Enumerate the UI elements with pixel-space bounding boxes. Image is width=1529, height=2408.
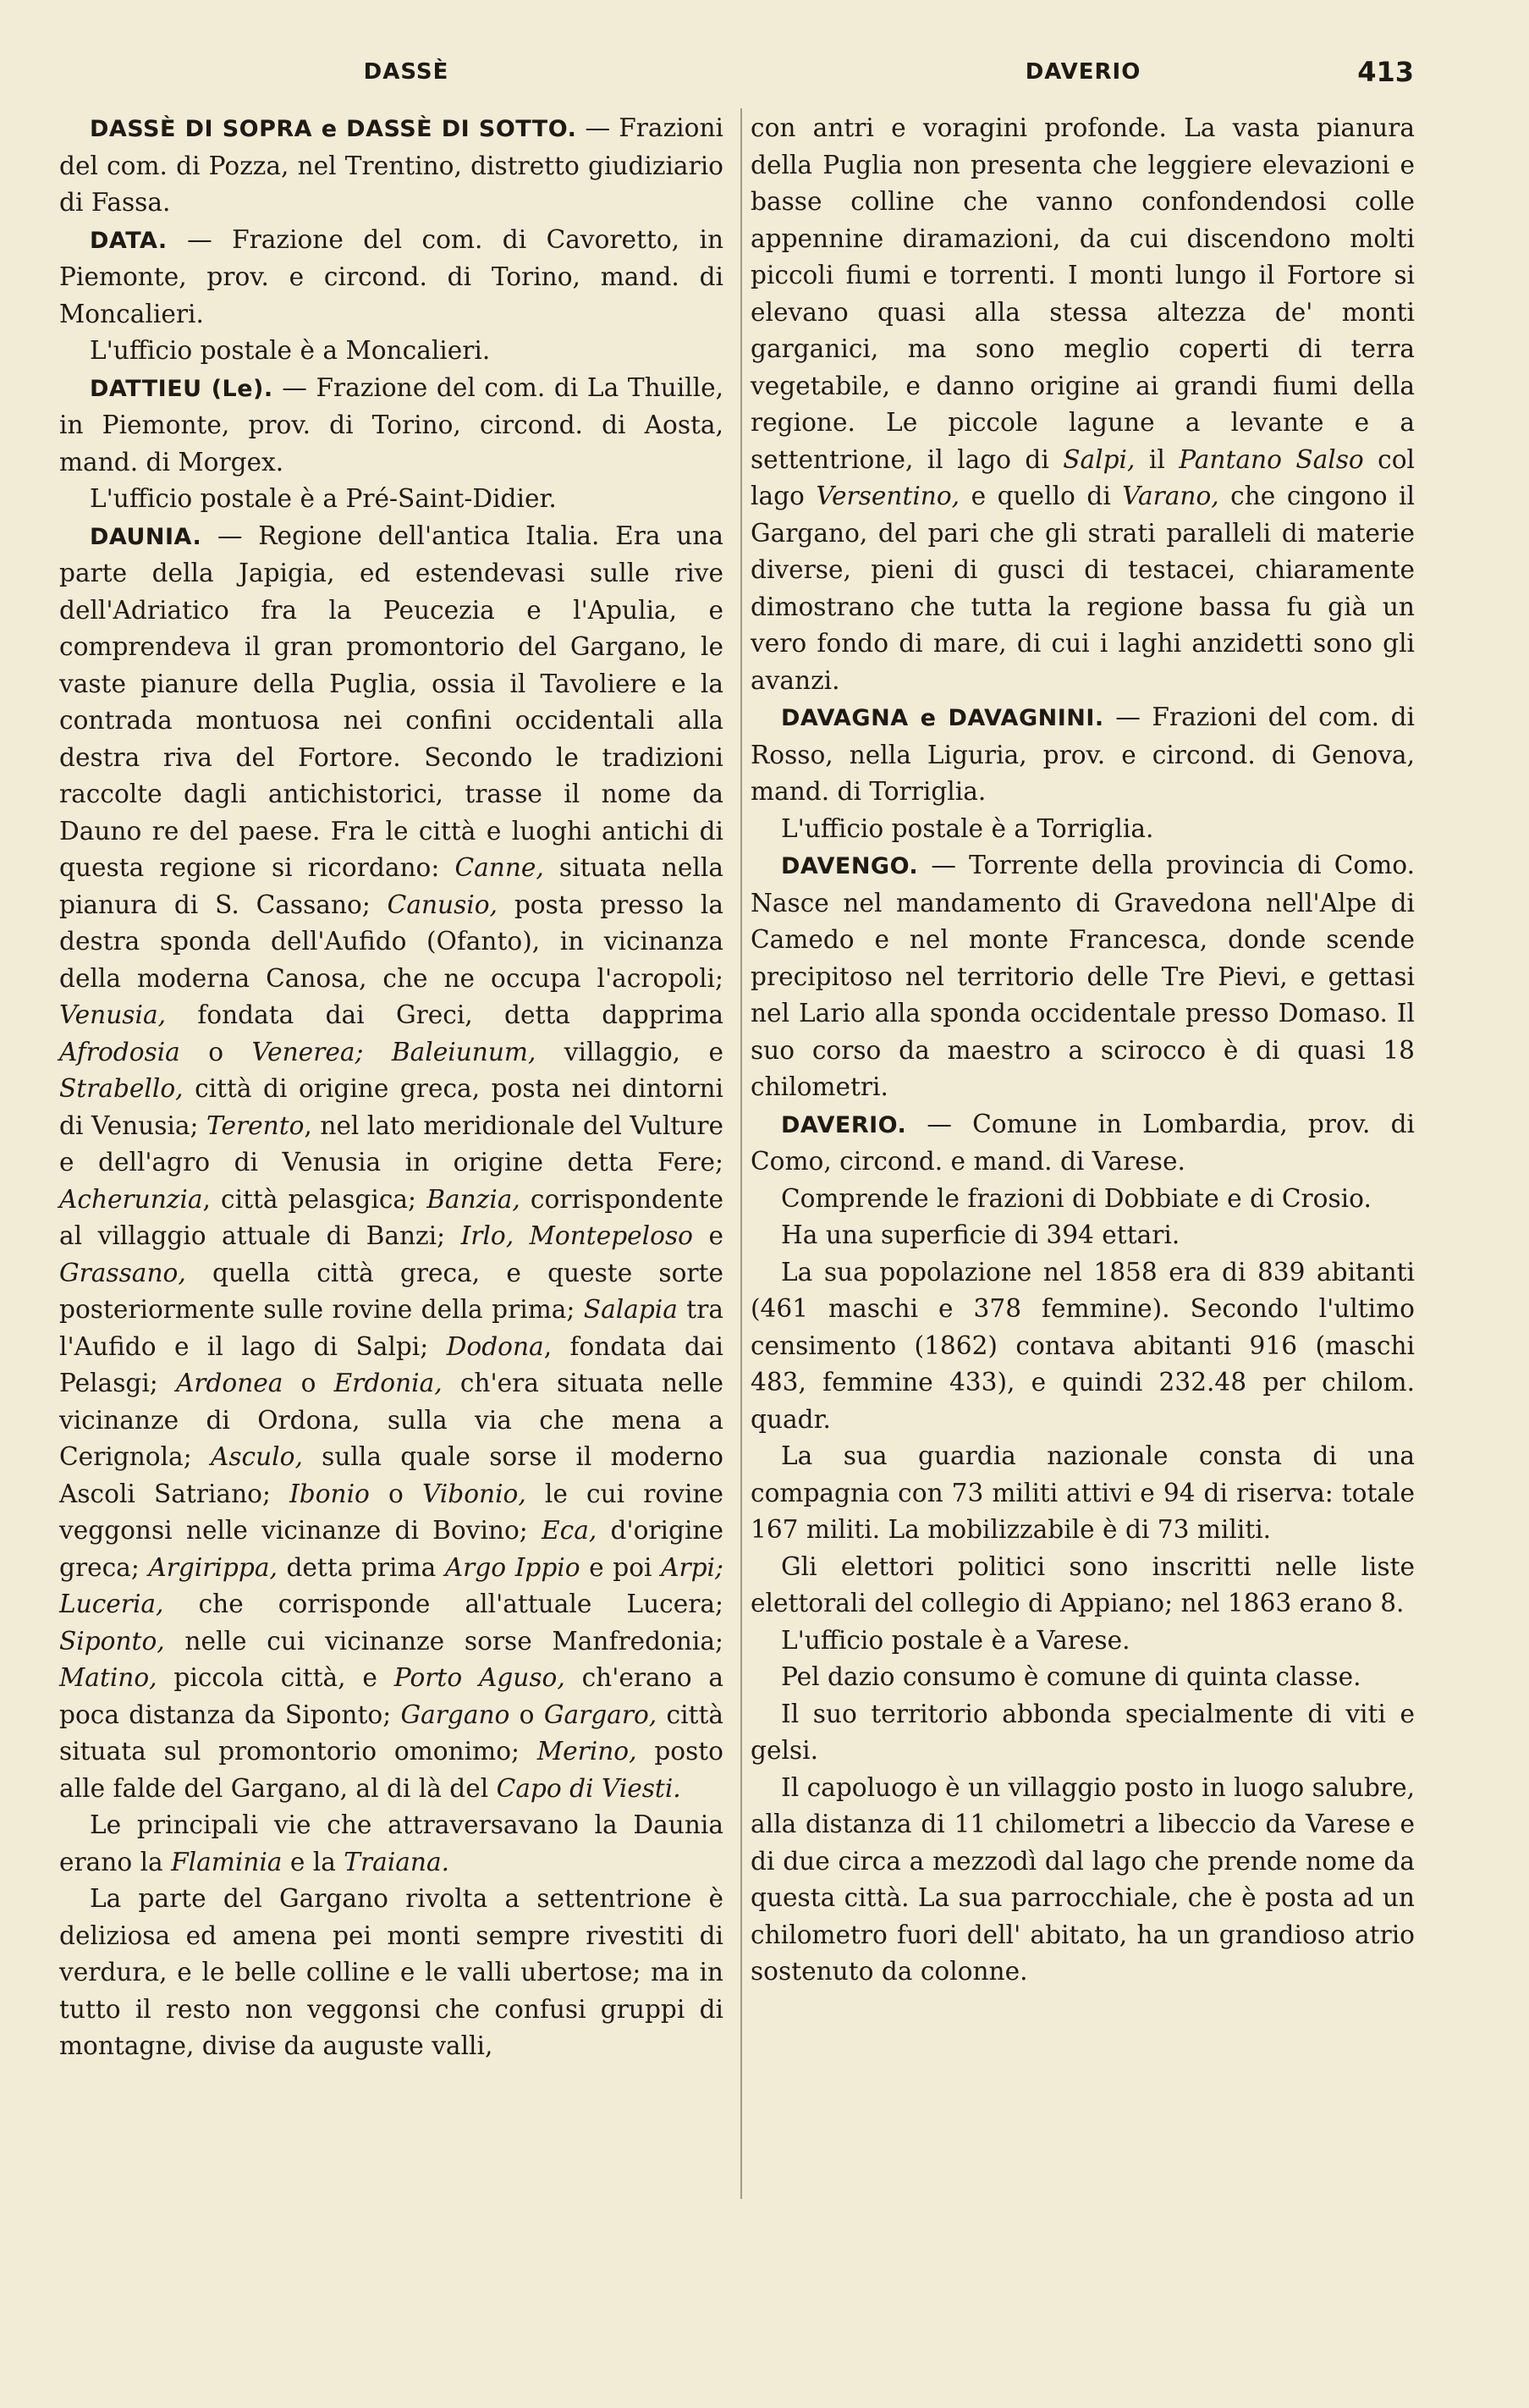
headword: DAUNIA. bbox=[90, 523, 202, 550]
italic-place-name: Venerea; Baleiunum, bbox=[251, 1037, 536, 1066]
text-run: e la bbox=[282, 1847, 344, 1876]
italic-place-name: Gargaro, bbox=[543, 1700, 657, 1729]
text-run: posta presso la destra sponda dell'Aufido (Ofanto), in vicinanza della moderna Canosa, che ne occupa l'acropoli; bbox=[59, 890, 723, 993]
italic-place-name: Gargano bbox=[400, 1700, 510, 1729]
italic-place-name: Eca, bbox=[542, 1516, 597, 1545]
running-head-left: DASSÈ bbox=[363, 59, 449, 85]
italic-place-name: Salpi, bbox=[1063, 444, 1136, 474]
paragraph: Gli elettori politici sono inscritti nelle liste elettorali del collegio di Appiano; nel 1863 erano 8. bbox=[751, 1551, 1415, 1617]
text-run: posto alle falde del Gargano, al di là del bbox=[59, 1737, 723, 1803]
italic-place-name: Ibonio bbox=[289, 1479, 370, 1508]
headword: DAVENGO. bbox=[781, 853, 919, 879]
text-run: che corrisponde all'attuale Lucera; bbox=[163, 1590, 723, 1618]
italic-place-name: Capo di Viesti. bbox=[496, 1773, 681, 1803]
italic-place-name: Arpi; Luceria, bbox=[59, 1552, 723, 1618]
text-run: o bbox=[509, 1700, 544, 1729]
italic-place-name: Terento bbox=[206, 1110, 305, 1140]
italic-place-name: Acherunzia bbox=[59, 1184, 203, 1214]
entry-text: — Frazione del com. di La Thuille, in Piemonte, prov. di Torino, circond. di Aosta, mand. di Morgex. bbox=[59, 372, 724, 477]
entry-dasse bbox=[59, 110, 723, 222]
italic-place-name: Venusia, bbox=[59, 1000, 166, 1029]
text-run: o bbox=[283, 1369, 334, 1397]
headword: DASSÈ DI SOPRA e DASSÈ DI SOTTO. bbox=[90, 116, 577, 142]
italic-place-name: Asculo, bbox=[210, 1442, 303, 1471]
right-column bbox=[751, 110, 1415, 1991]
text-run: detta prima bbox=[277, 1552, 445, 1582]
paragraph: La sua guardia nazionale consta di una compagnia con 73 militi attivi e 94 di riserva: totale 167 militi. La mobilizzabile è di 73 militi. bbox=[751, 1441, 1415, 1544]
italic-place-name: Versentino, bbox=[816, 482, 960, 510]
entry-daunia bbox=[59, 518, 723, 1808]
paragraph: L'ufficio postale è a Torriglia. bbox=[781, 813, 1154, 843]
entry-text: — Torrente della provincia di Como. Nasce nel mandamento di Gravedona nell'Alpe di Camedo e nel monte Francesca, donde scende precipitoso nel territorio delle Tre Pievi, e gettasi nel Lario alla sponda occidentale presso Domaso. Il suo corso da maestro a scirocco è di quasi 18 chilometri. bbox=[751, 851, 1415, 1101]
text-run: città situata sul promontorio omonimo; bbox=[59, 1700, 723, 1766]
headword: DAVERIO. bbox=[781, 1111, 907, 1138]
text-run: e quello di bbox=[960, 482, 1123, 510]
entry-dattieu bbox=[59, 370, 723, 482]
italic-place-name: Porto Aguso, bbox=[393, 1663, 565, 1692]
italic-place-name: Dodona bbox=[446, 1331, 544, 1361]
text-run: nelle cui vicinanze sorse Manfredonia; bbox=[164, 1626, 723, 1656]
text-run: , fondata dai Pelasgi; bbox=[59, 1331, 723, 1397]
text-run: — Regione dell'antica Italia. Era una parte della Japigia, ed estendevasi sulle rive dell'Adriatico fra la Peucezia e l'Apulia, e comprendeva il gran promontorio del Gargano, le vaste pianure della Puglia, ossia il Tavoliere e la contrada montuosa nei confini occidentali alla destra riva del Fortore. Secondo le tradizioni raccolte dagli antichistorici, trasse il nome da Dauno re del paese. Fra le città e luoghi antichi di questa regione si ricordano: bbox=[59, 521, 723, 882]
text-run: le cui rovine veggonsi nelle vicinanze di Bovino; bbox=[59, 1479, 723, 1545]
italic-place-name: Salapia bbox=[583, 1295, 678, 1324]
text-run: tra l'Aufido e il lago di Salpi; bbox=[59, 1295, 723, 1361]
headword: DATTIEU (Le). bbox=[90, 375, 273, 402]
italic-place-name: Varano, bbox=[1122, 482, 1219, 510]
headword: DAVAGNA e DAVAGNINI. bbox=[781, 705, 1104, 731]
paragraph: Il suo territorio abbonda specialmente di viti e gelsi. bbox=[751, 1699, 1415, 1765]
italic-place-name: Irlo, Montepeloso bbox=[460, 1221, 693, 1250]
italic-place-name: Canne, bbox=[454, 853, 544, 882]
italic-place-name: Matino, bbox=[59, 1663, 157, 1692]
text-run: Le principali vie che attraversavano la Daunia erano la bbox=[59, 1810, 723, 1876]
paragraph-roads bbox=[59, 1807, 723, 1881]
italic-place-name: Canusio, bbox=[387, 890, 498, 919]
paragraph: L'ufficio postale è a Varese. bbox=[781, 1625, 1130, 1655]
text-run: che cingono il Gargano, del pari che gli strati paralleli di materie diverse, pieni di gusci di testacei, chiaramente dimostrano che tutta la regione bassa fu già un vero fondo di mare, di cui i laghi anzidetti sono gli avanzi. bbox=[751, 482, 1415, 695]
italic-place-name: Ardonea bbox=[175, 1369, 283, 1397]
text-run: ch'erano a poca distanza da Siponto; bbox=[59, 1663, 723, 1729]
text-run: corrispondente al villaggio attuale di Banzi; bbox=[59, 1184, 723, 1250]
text-run: o bbox=[369, 1479, 422, 1508]
paragraph: Ha una superficie di 394 ettari. bbox=[781, 1221, 1180, 1249]
text-run: con antri e voragini profonde. La vasta pianura della Puglia non presenta che leggiere elevazioni e basse colline che vanno confondendosi colle appennine diramazioni, da cui discendono molti piccoli fiumi e torrenti. I monti lungo il Fortore si elevano quasi alla stessa altezza de' monti garganici, ma sono meglio coperti di terra vegetabile, e danno origine ai grandi fiumi della regione. Le piccole lagune a levante e a settentrione, il lago di bbox=[751, 113, 1415, 474]
paragraph: Pel dazio consumo è comune di quinta classe. bbox=[781, 1662, 1361, 1691]
entry-davagna bbox=[751, 699, 1415, 811]
italic-road-name: Traiana. bbox=[344, 1847, 450, 1876]
text-run: il bbox=[1135, 444, 1180, 474]
text-run: col lago bbox=[751, 444, 1415, 510]
entry-daverio bbox=[751, 1106, 1415, 1181]
text-run: e bbox=[692, 1221, 723, 1250]
text-run: ch'era situata nelle vicinanze di Ordona, sulla via che mena a Cerignola; bbox=[59, 1369, 724, 1471]
page-number: 413 bbox=[1357, 56, 1414, 88]
text-run: fondata dai Greci, detta dapprima bbox=[166, 1000, 723, 1029]
text-run: , città pelasgica; bbox=[202, 1184, 427, 1214]
column-divider bbox=[740, 108, 742, 2199]
italic-place-name: Afrodosia bbox=[59, 1037, 180, 1066]
paragraph: L'ufficio postale è a Pré-Saint-Didier. bbox=[90, 484, 557, 513]
entry-davengo bbox=[751, 847, 1415, 1106]
text-run: , nel lato meridionale del Vulture e dell'agro di Venusia in origine detta Fere; bbox=[59, 1110, 723, 1176]
paragraph: La sua popolazione nel 1858 era di 839 abitanti (461 maschi e 378 femmine). Secondo l'ultimo censimento (1862) contava abitanti 916 (maschi 483, femmine 433), e quindi 232.48 per chilom. quadr. bbox=[751, 1257, 1415, 1434]
text-run: città di origine greca, posta nei dintorni di Venusia; bbox=[59, 1074, 723, 1140]
text-run: piccola città, e bbox=[157, 1663, 394, 1692]
running-head-right: DAVERIO bbox=[1025, 59, 1141, 85]
italic-place-name: Merino, bbox=[536, 1737, 637, 1766]
entry-text: — Frazioni del com. di Pozza, nel Trentino, distretto giudiziario di Fassa. bbox=[59, 113, 723, 217]
text-run: e poi bbox=[580, 1552, 662, 1582]
paragraph: Comprende le frazioni di Dobbiate e di Crosio. bbox=[781, 1183, 1372, 1213]
entry-text: — Comune in Lombardia, prov. di Como, circond. e mand. di Varese. bbox=[751, 1109, 1415, 1176]
italic-place-name: Argirippa, bbox=[148, 1552, 278, 1582]
entry-text: — Frazione del com. di Cavoretto, in Piemonte, prov. e circond. di Torino, mand. di Moncalieri. bbox=[59, 224, 723, 328]
italic-place-name: Banzia, bbox=[426, 1184, 520, 1214]
italic-place-name: Pantano Salso bbox=[1179, 444, 1364, 474]
italic-road-name: Flaminia bbox=[171, 1847, 283, 1876]
paragraph: La parte del Gargano rivolta a settentrione è deliziosa ed amena pei monti sempre rivestiti di verdura, e le belle colline e le valli ubertose; ma in tutto il resto non veggonsi che confusi gruppi di montagne, divise da auguste valli, bbox=[59, 1884, 723, 2060]
italic-place-name: Erdonia, bbox=[333, 1369, 443, 1397]
italic-place-name: Grassano, bbox=[59, 1258, 186, 1287]
text-run: o bbox=[179, 1037, 252, 1066]
italic-place-name: Vibonio, bbox=[421, 1479, 526, 1508]
text-run: d'origine greca; bbox=[59, 1516, 723, 1582]
paragraph: L'ufficio postale è a Moncalieri. bbox=[90, 336, 491, 365]
entry-data bbox=[59, 222, 723, 333]
italic-place-name: Strabello, bbox=[59, 1074, 184, 1103]
paragraph: Il capoluogo è un villaggio posto in luogo salubre, alla distanza di 11 chilometri a libeccio da Varese e di due circa a mezzodì dal lago che prende nome da questa città. La sua parrocchiale, che è posta ad un chilometro fuori dell' abitato, ha un grandioso atrio sostenuto da colonne. bbox=[751, 1772, 1415, 1986]
headword: DATA. bbox=[90, 227, 168, 254]
italic-place-name: Argo Ippio bbox=[444, 1552, 580, 1582]
left-column bbox=[59, 110, 723, 2065]
text-run: quella città greca, e queste sorte posteriormente sulle rovine della prima; bbox=[59, 1258, 723, 1324]
italic-place-name: Siponto, bbox=[59, 1626, 165, 1656]
text-run: villaggio, e bbox=[536, 1037, 724, 1066]
entry-text: — Frazioni del com. di Rosso, nella Liguria, prov. e circond. di Genova, mand. di Torriglia. bbox=[751, 703, 1416, 806]
text-run: sulla quale sorse il moderno Ascoli Satriano; bbox=[59, 1442, 724, 1508]
text-run: situata nella pianura di S. Cassano; bbox=[59, 853, 723, 919]
paragraph-continued bbox=[751, 110, 1415, 699]
